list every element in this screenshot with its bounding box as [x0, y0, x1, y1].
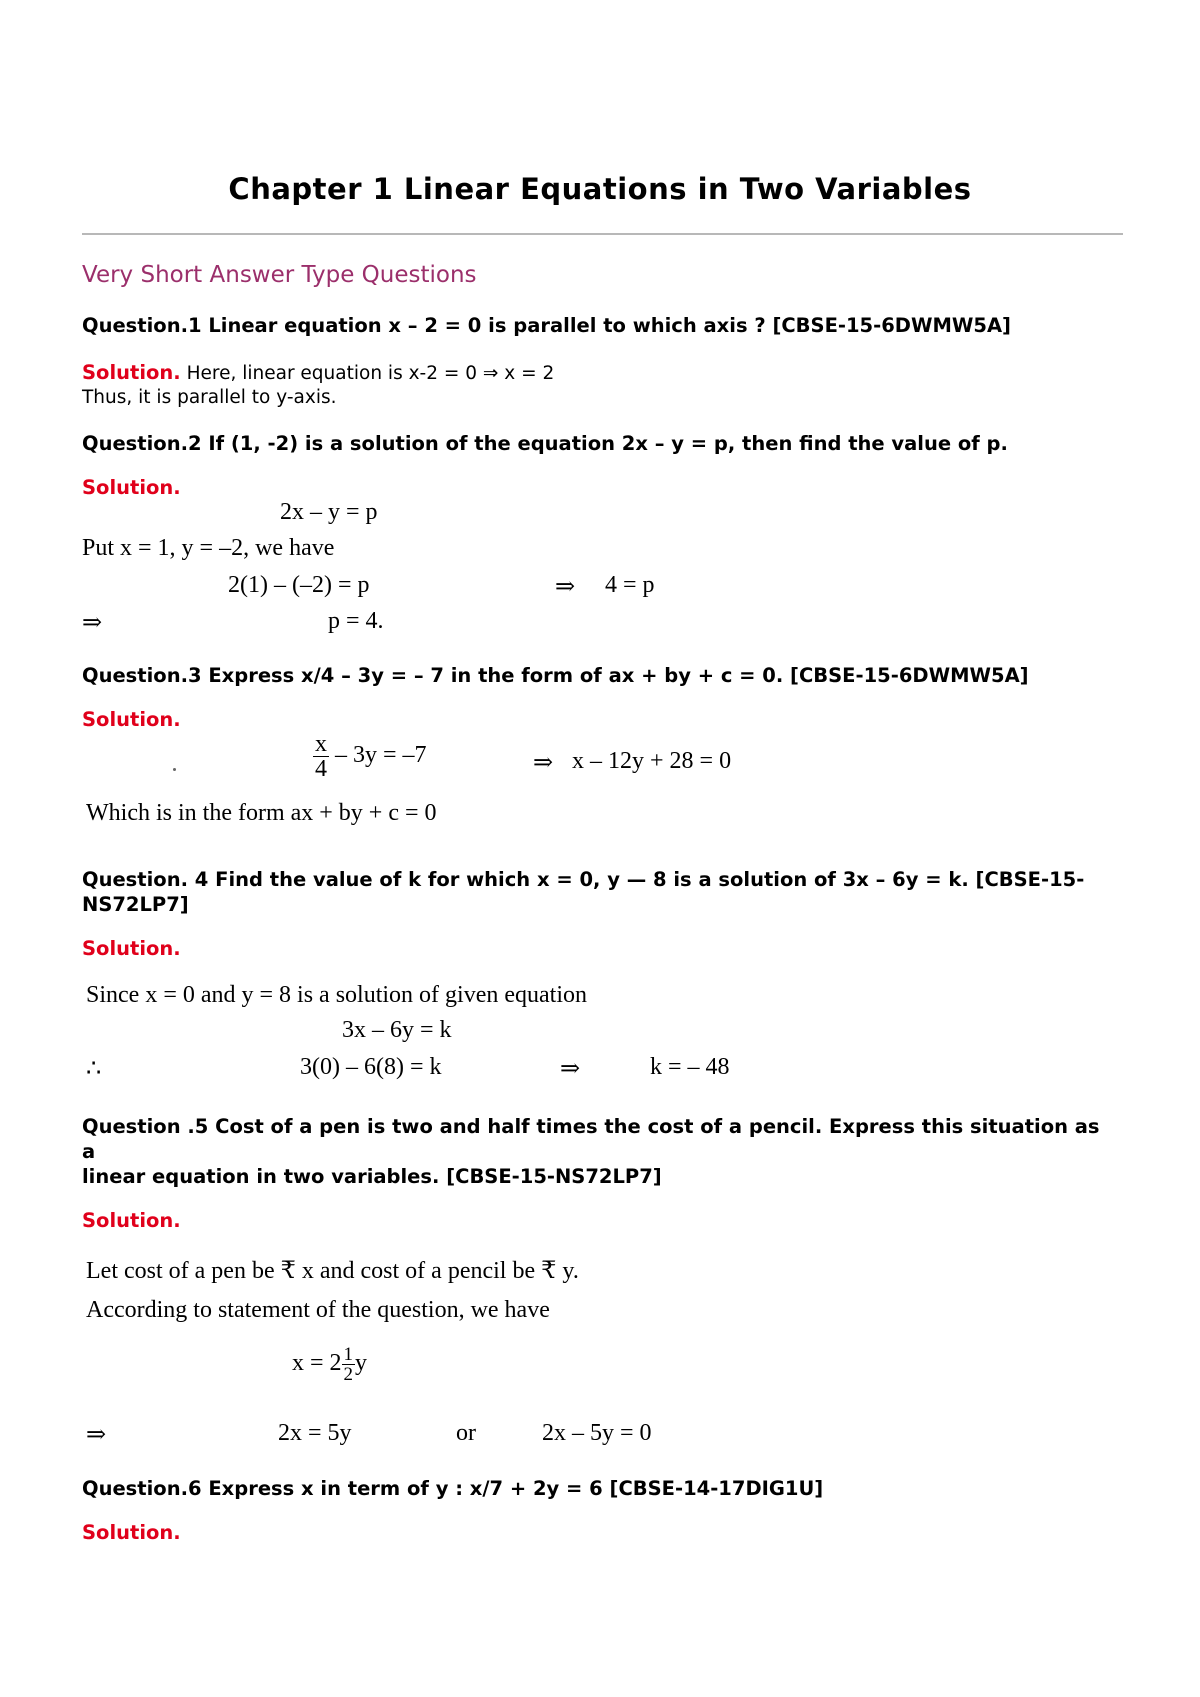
- q3-fraction-denominator: 4: [315, 756, 327, 782]
- stray-dot: [173, 768, 176, 771]
- q5-fraction: [342, 1345, 356, 1384]
- q3-implies: ⇒: [533, 750, 554, 776]
- q1-solution-line1: Here, linear equation is x-2 = 0 ⇒ x = 2: [180, 363, 555, 384]
- q4-equation: 3x – 6y = k: [342, 1017, 452, 1043]
- q4-therefore: ∴: [86, 1056, 102, 1082]
- q2-solution-label: Solution.: [82, 476, 181, 499]
- q5-fraction-denominator: 2: [343, 1364, 354, 1385]
- q2-put-text: Put x = 1, y = –2, we have: [82, 535, 335, 561]
- section-heading: Very Short Answer Type Questions: [82, 262, 477, 288]
- q3-form-text: Which is in the form ax + by + c = 0: [86, 800, 437, 826]
- q5-equation-var: y: [355, 1350, 368, 1377]
- q3-fraction-numerator: x: [315, 731, 327, 757]
- q5-implies: ⇒: [86, 1422, 107, 1448]
- q2-equation: 2x – y = p: [280, 499, 378, 525]
- question-1: Question.1 Linear equation x – 2 = 0 is parallel to which axis ? [CBSE-15-6DWMW5A]: [82, 314, 1011, 337]
- question-4-line2: NS72LP7]: [82, 893, 189, 916]
- q2-implies-1: ⇒: [555, 574, 576, 600]
- q5-let-text: Let cost of a pen be ₹ x and cost of a pencil be ₹ y.: [86, 1258, 579, 1284]
- q5-equation-2: 2x = 5y: [278, 1420, 352, 1446]
- question-4-line1: Question. 4 Find the value of k for which x = 0, y — 8 is a solution of 3x – 6y = k. [CBSE-15-: [82, 868, 1085, 891]
- q1-solution-line2: Thus, it is parallel to y-axis.: [82, 387, 337, 408]
- title-divider: [82, 233, 1123, 235]
- q4-implies: ⇒: [560, 1056, 581, 1082]
- question-2: Question.2 If (1, -2) is a solution of the equation 2x – y = p, then find the value of p.: [82, 432, 1008, 455]
- q5-according-text: According to statement of the question, we have: [86, 1297, 550, 1323]
- q3-solution-label: Solution.: [82, 708, 181, 731]
- q5-solution-label: Solution.: [82, 1209, 181, 1232]
- question-5-line2: a: [82, 1140, 96, 1163]
- q3-equation-rest: – 3y = –7: [335, 742, 427, 769]
- q6-solution-label: Solution.: [82, 1521, 181, 1544]
- q3-equation: [313, 732, 427, 781]
- q1-solution: [82, 360, 554, 386]
- solution-label: Solution.: [82, 361, 181, 384]
- q5-equation-3: 2x – 5y = 0: [542, 1420, 652, 1446]
- q5-or-text: or: [456, 1420, 476, 1446]
- q4-solution-label: Solution.: [82, 937, 181, 960]
- q4-result: k = – 48: [650, 1054, 730, 1080]
- q3-fraction: [313, 732, 329, 781]
- q2-result-2: p = 4.: [328, 608, 384, 634]
- question-5-line3: linear equation in two variables. [CBSE-15-NS72LP7]: [82, 1165, 662, 1188]
- q5-fraction-numerator: 1: [343, 1344, 354, 1365]
- question-6: Question.6 Express x in term of y : x/7 + 2y = 6 [CBSE-14-17DIG1U]: [82, 1477, 824, 1500]
- question-3: Question.3 Express x/4 – 3y = – 7 in the form of ax + by + c = 0. [CBSE-15-6DWMW5A]: [82, 664, 1029, 687]
- q4-since-text: Since x = 0 and y = 8 is a solution of given equation: [86, 982, 587, 1008]
- q4-substitution: 3(0) – 6(8) = k: [300, 1054, 442, 1080]
- q2-substitution: 2(1) – (–2) = p: [228, 572, 370, 598]
- q2-implies-2: ⇒: [82, 610, 103, 636]
- chapter-title: Chapter 1 Linear Equations in Two Variables: [228, 172, 972, 206]
- q2-result-1: 4 = p: [605, 572, 655, 598]
- q5-equation-lhs: x = 2: [292, 1350, 342, 1377]
- q3-result: x – 12y + 28 = 0: [572, 748, 732, 774]
- q5-equation: [292, 1345, 367, 1384]
- question-5-line1: Question .5 Cost of a pen is two and half times the cost of a pencil. Express this situation as: [82, 1115, 1100, 1138]
